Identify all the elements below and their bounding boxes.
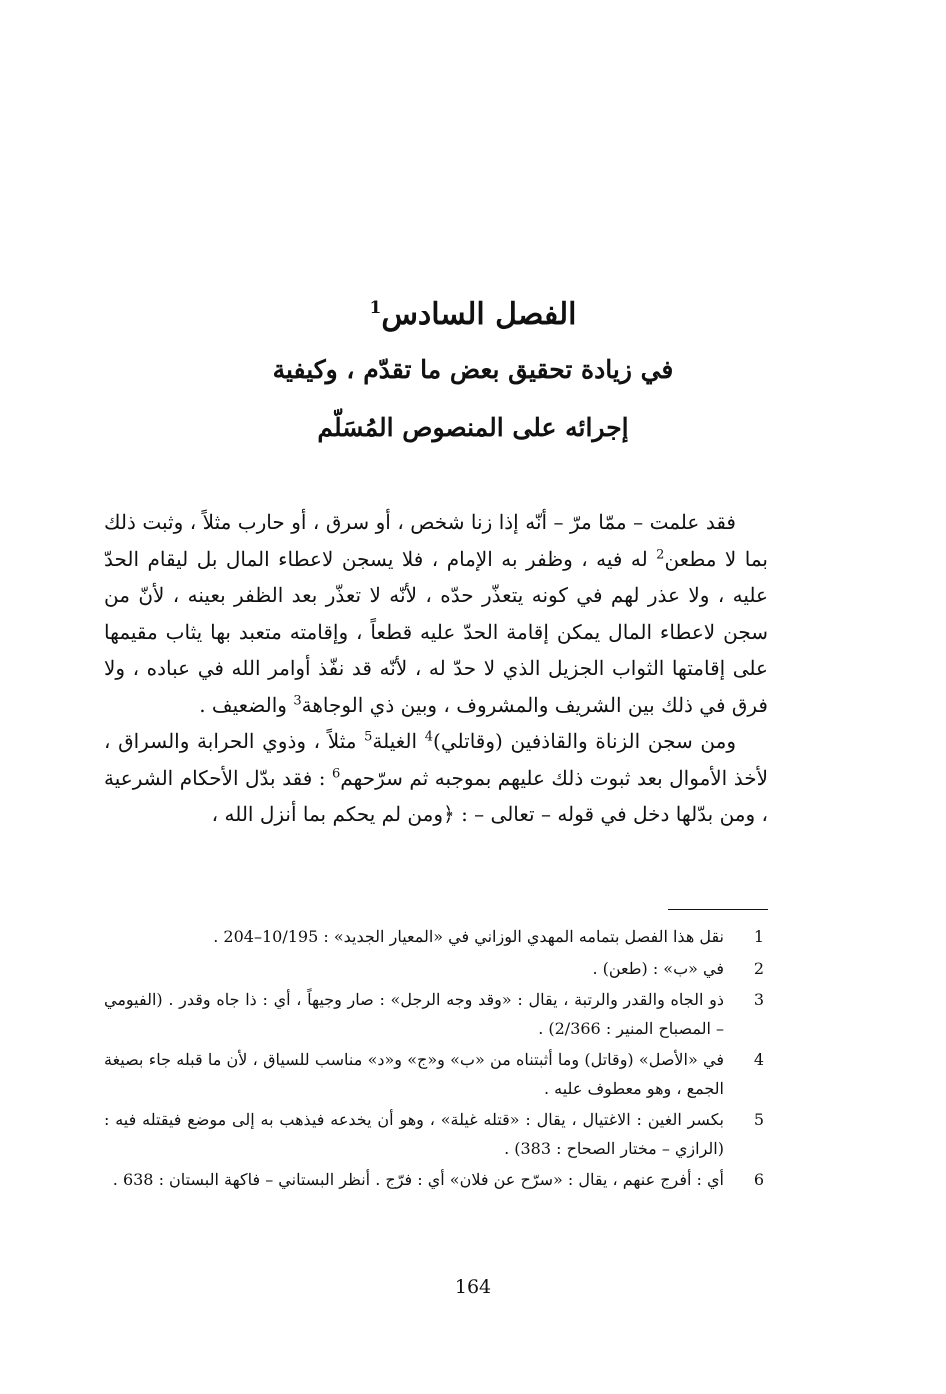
footnote-text: أي : أفرج عنهم ، يقال : «سرّح عن فلان» أي : فرّج . أنظر البستاني – فاكهة البستان : 638 . [112, 1170, 724, 1189]
paragraph-2-part-d: : فقد بدّل الأحكام الشرعية ، ومن بدّلها دخل في قوله – تعالى – : ﴿ومن لم يحكم بما أنزل الله ، [104, 765, 768, 826]
footnote-ref-2[interactable]: 2 [656, 546, 665, 562]
footnote-divider [668, 909, 768, 910]
footnote-text: نقل هذا الفصل بتمامه المهدي الوزاني في «المعيار الجديد» : 10/195–204 . [213, 927, 724, 946]
footnote-text: في «ب» : (طعن) . [592, 958, 724, 978]
footnote-ref-3[interactable]: 3 [293, 692, 302, 708]
paragraph-2 [104, 723, 768, 833]
chapter-title-text: الفصل السادس [381, 297, 577, 332]
footnote-ref-6[interactable]: 6 [331, 765, 341, 781]
main-text [104, 504, 768, 833]
footnote-ref-4[interactable]: 4 [424, 729, 434, 745]
footnote-item [104, 986, 764, 1043]
footnote-text: في «الأصل» (وقاتل) وما أثبتناه من «ب» و«ج» و«د» مناسب للسياق ، لأن ما قبله جاء بصيغة الجمع ، وهو معطوف عليه . [104, 1050, 724, 1098]
paragraph-2-part-b: الغيلة [372, 729, 425, 753]
footnote-number: 4 [753, 1050, 764, 1069]
chapter-title [0, 282, 946, 341]
footnote-number: 6 [753, 1170, 764, 1189]
chapter-heading [0, 282, 946, 457]
paragraph-2-part-a: ومن سجن الزناة والقاذفين (وقاتلي) [433, 729, 736, 753]
footnote-number: 5 [753, 1110, 764, 1129]
footnote-item [104, 1166, 764, 1195]
paragraph-1-part-a: فقد علمت – ممّا مرّ – أنّه إذا زنا شخص ، أو سرق ، أو حارب مثلاً ، وثبت ذلك بما لا مطعن [104, 510, 768, 571]
page-number: 164 [454, 1276, 492, 1298]
chapter-subtitle-line-1: في زيادة تحقيق بعض ما تقدّم ، وكيفية [272, 355, 674, 384]
footnotes-section [104, 923, 764, 1198]
footnote-item [104, 955, 764, 984]
footnote-ref-5[interactable]: 5 [364, 729, 373, 745]
footnote-item [104, 1046, 764, 1103]
paragraph-1 [104, 504, 768, 723]
footnote-text: ذو الجاه والقدر والرتبة ، يقال : «وقد وجه الرجل» : صار وجيهاً ، أي : ذا جاه وقدر . (الفيومي – المصباح المنير : 2/366) . [104, 990, 724, 1038]
chapter-subtitle-line-2: إجرائه على المنصوص المُسَلّم [317, 413, 629, 442]
paragraph-2-part-c: مثلاً ، وذوي الحرابة والسراق ، لأخذ الأموال بعد ثبوت ذلك عليهم بموجبه ثم سرّحهم [104, 729, 768, 790]
footnote-item [104, 1106, 764, 1163]
footnote-text: بكسر الغين : الاغتيال ، يقال : «قتله غيلة» ، وهو أن يخدعه فيذهب به إلى موضع فيقتله فيه : (الرازي – مختار الصحاح : 383) . [104, 1110, 724, 1158]
footnote-item [104, 923, 764, 952]
paragraph-1-part-c: والضعيف . [199, 692, 294, 717]
chapter-title-footnote-ref[interactable]: 1 [369, 298, 382, 318]
paragraph-1-part-b: له فيه ، وظفر به الإمام ، فلا يسجن لاعطاء المال بل ليقام الحدّ عليه ، ولا عذر لهم في كونه يتعذّر حدّه ، لأنّه لا تعذّر بعد الظفر بعينه ، لأنّ من سجن لاعطاء المال يمكن إقامة الحدّ عليه قطعاً ، وإقامته متعبد بها يثاب مقيمها على إقامتها الثواب الجزيل الذي لا حدّ له ، لأنّه قد نفّذ أوامر الله في عباده ، ولا فرق في ذلك بين الشريف والمشروف ، وبين ذي الوجاهة [104, 546, 768, 717]
footnote-number: 1 [753, 927, 764, 946]
footnote-number: 3 [753, 990, 764, 1009]
footnote-number: 2 [753, 958, 764, 978]
